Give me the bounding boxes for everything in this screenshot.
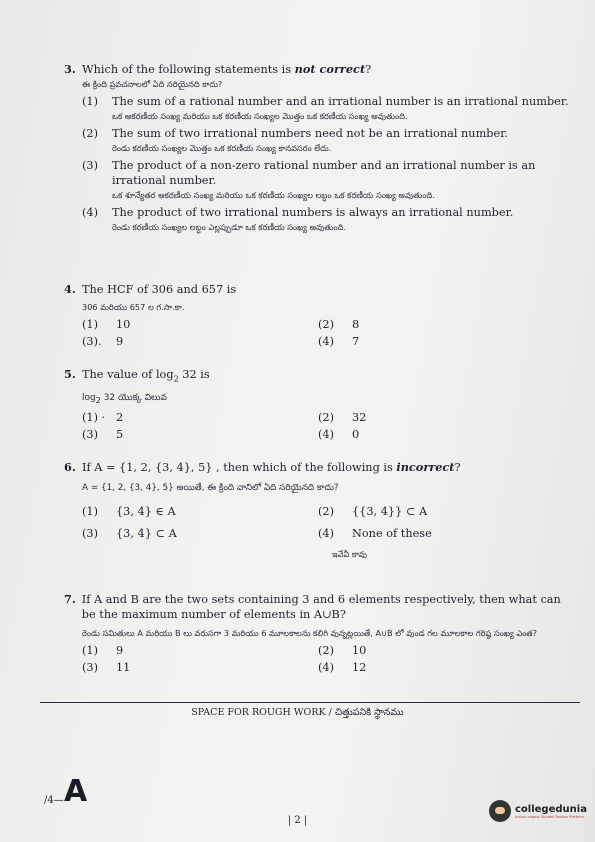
statement-2: (2) The sum of two irrational numbers need not be an irrational number. (82, 127, 508, 140)
question-text: The HCF of 306 and 657 is (82, 283, 237, 296)
question-number: 3. (64, 62, 76, 76)
question-telugu: $\log_2 32$ యొక్క విలువ (82, 393, 167, 406)
booklet-series-letter: A (64, 774, 88, 809)
option-2[interactable]: (2) 32 (318, 411, 367, 425)
logo-text: collegedunia (515, 803, 587, 815)
question-text: If A and B are the two sets containing 3 and 6 elements respectively, then what can be the maximum number of elements in A∪B? (81, 593, 561, 621)
option-4[interactable]: (4) 0 (318, 428, 360, 442)
page-number: | 2 | (287, 815, 308, 826)
statement-1: (1) The sum of a rational number and an irrational number is an irrational number. (82, 95, 569, 108)
question-text: Which of the following statements is not correct? (82, 62, 372, 76)
question-telugu: రెండు సమితులు A మరియు B లు వరుసగా 3 మరియు 6 మూలకాలను కలిగి వున్నట్లయితే, A∪B లో వుండ గల మూలకాల గరిష్ఠ సంఖ్య ఎంత? (82, 628, 538, 638)
question-3 (64, 62, 574, 235)
option-1[interactable]: (1) 9 (82, 644, 124, 657)
statement-4: (4) The product of two irrational numbers is always an irrational number. (82, 206, 514, 219)
option-2[interactable]: (2) 8 (318, 318, 360, 331)
question-number: 5. (64, 367, 76, 381)
question-number: 7. (64, 592, 76, 606)
question-5 (64, 367, 574, 442)
option-1[interactable]: (1) 10 (82, 318, 131, 331)
statement-2-telugu: రెండు కరణీయ సంఖ్యల మొత్తం ఒక కరణీయ సంఖ్య కానవసరం లేదు. (112, 143, 332, 153)
divider (40, 702, 580, 703)
option-4[interactable]: (4) None of these (318, 527, 432, 540)
option-1[interactable]: (1) · 2 (82, 411, 124, 425)
option-2[interactable]: (2) {{3, 4}} ⊂ A (318, 505, 428, 518)
question-telugu: ఈ క్రింది ప్రవచనాలలో ఏది సరియైనది కాదు? (82, 79, 223, 89)
question-text: The value of $\log_2 32$ is (82, 368, 210, 384)
question-telugu: A = {1, 2, {3, 4}, 5} అయితే, ఈ క్రింది వానిలో ఏది సరియైనది కాదు? (82, 483, 339, 493)
logo-tagline: India's largest Student Review Platform (515, 814, 584, 819)
footer-code: /4— (44, 795, 64, 806)
option-1[interactable]: (1) {3, 4} ∈ A (82, 505, 176, 518)
statement-3: (3) The product of a non-zero rational number and an irrational number is an irrational number. (82, 159, 536, 187)
option-4[interactable]: (4) 12 (318, 661, 367, 674)
option-3[interactable]: (3) {3, 4} ⊂ A (82, 527, 177, 540)
statement-4-telugu: రెండు కరణీయ సంఖ్యల లబ్ధం ఎల్లప్పుడూ ఒక కరణీయ సంఖ్య అవుతుంది. (112, 222, 347, 232)
option-2[interactable]: (2) 10 (318, 644, 367, 657)
options (82, 317, 574, 349)
rough-work-label: SPACE FOR ROUGH WORK / చిత్తుపనికి స్థానము (191, 707, 404, 718)
option-3[interactable]: (3). 9 (82, 335, 124, 348)
question-7 (64, 592, 574, 675)
question-number: 6. (64, 460, 76, 474)
logo-icon (489, 800, 511, 822)
option-4[interactable]: (4) 7 (318, 335, 360, 348)
options (82, 643, 574, 675)
collegedunia-logo (489, 800, 587, 822)
option-3[interactable]: (3) 11 (82, 661, 131, 674)
question-text: If A = {1, 2, {3, 4}, 5} , then which of the following is incorrect? (82, 460, 461, 474)
question-4 (64, 282, 574, 349)
statement-3-telugu: ఒక శూన్యేతర అకరణీయ సంఖ్య మరియు ఒక కరణీయ సంఖ్యల లబ్ధం ఒక కరణీయ సంఖ్య అవుతుంది. (112, 190, 435, 200)
options (82, 410, 574, 442)
option-4-telugu: ఇవేవీ కావు (332, 549, 367, 559)
question-number: 4. (64, 282, 76, 296)
options (82, 504, 574, 541)
question-6 (64, 460, 574, 562)
statement-1-telugu: ఒక అకరణీయ సంఖ్య మరియు ఒక కరణీయ సంఖ్యల మొత్తం ఒక కరణీయ సంఖ్య అవుతుంది. (112, 111, 408, 121)
question-telugu: 306 మరియు 657 ల గ.సా.కా. (82, 302, 185, 312)
option-3[interactable]: (3) 5 (82, 428, 124, 442)
